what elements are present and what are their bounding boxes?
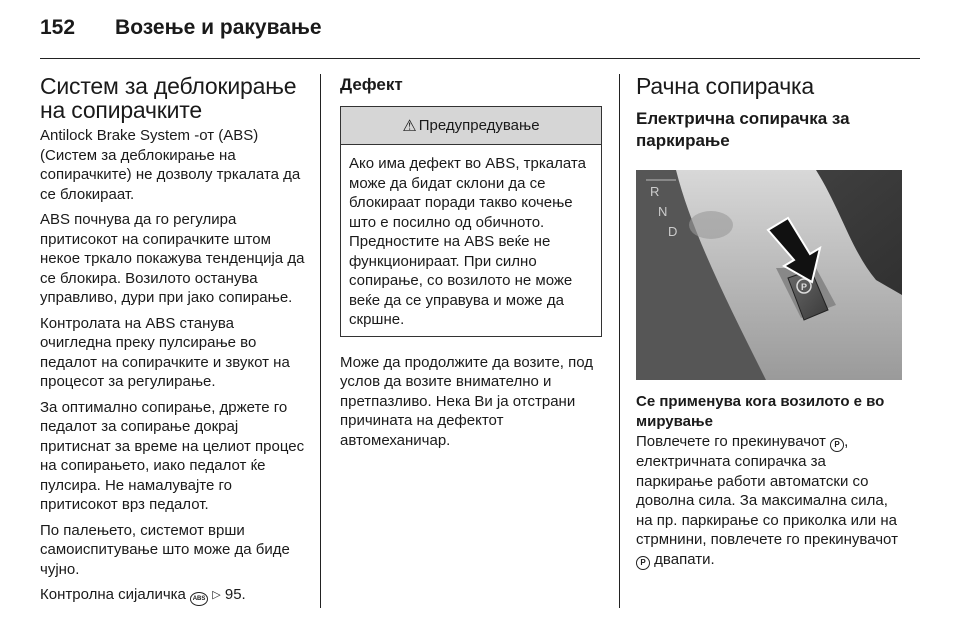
page-number: 152 — [40, 16, 76, 39]
paragraph-text-start: Повлечете го прекинувачот — [636, 433, 826, 450]
page-header-title: Возење и ракување — [115, 16, 322, 39]
column-divider-1 — [320, 74, 321, 608]
warning-header — [341, 107, 601, 145]
parking-brake-figure — [636, 170, 902, 380]
parking-brake-switch-icon: P — [830, 438, 844, 452]
header-divider — [40, 58, 920, 59]
subsection-heading-electric-brake: Електрична сопирачка за паркирање — [636, 109, 850, 150]
heading-line-1: Систем за деблокирање — [40, 73, 297, 99]
paragraph-text-middle: , електричната сопирачка за паркирање работи автоматски со доволна сила. За максимална сила, на пр. паркирање со приколка или на стрмнини, повлечете го прекинувачот — [636, 433, 898, 548]
warning-box — [340, 106, 602, 337]
gear-label-d: D — [668, 224, 678, 239]
page-reference-arrow-icon: ▷ — [212, 589, 221, 601]
gear-label-r: R — [650, 184, 660, 199]
figure-p-label: P — [801, 282, 808, 292]
indicator-text: Контролна сијаличка — [40, 586, 186, 603]
parking-brake-switch-icon-2: P — [636, 556, 650, 570]
section-heading-abs — [40, 74, 308, 122]
warning-body — [341, 145, 601, 336]
parking-brake-illustration — [636, 170, 902, 380]
abs-paragraph-5: По палењето, системот врши самоиспитување што може да биде чујно. — [40, 521, 290, 578]
abs-warning-light-icon: ABS — [190, 592, 208, 606]
abs-paragraph-6 — [40, 585, 308, 606]
warning-title: Предупредување — [418, 117, 540, 134]
heading-line-2: на сопирачките — [40, 97, 202, 123]
abs-paragraph-2: ABS почнува да го регулира притисокот на сопирачките штом некое тркало покажува тенденција да се блокира. Возилото останува управливо, дури при јако сопирање. — [40, 211, 305, 306]
column-parking-brake — [636, 74, 902, 576]
page-header — [40, 16, 322, 46]
section-heading-fault: Дефект — [340, 75, 403, 94]
warning-triangle-icon: ⚠ — [402, 117, 417, 135]
figure-caption: Се применува кога возилото е во мирување — [636, 393, 885, 430]
fault-paragraph: Може да продолжите да возите, под услов да возите внимателно и претпазливо. Нека Ви ја отстрани причината на дефектот автомеханичар. — [340, 353, 594, 449]
warning-text: Ако има дефект во ABS, тркалата може да бидат склони да се блокираат поради такво кочење што е посилно од обичното. Предностите на ABS веќе не функционираат. При силно сопирање, со возилото не може веќе да се управува и може да скршне. — [349, 155, 586, 328]
gear-label-n: N — [658, 204, 668, 219]
abs-paragraph-3: Контролата на ABS станува очигледна преку пулсирање во педалот на сопирачките и звукот на процесот за регулирање. — [40, 314, 290, 390]
section-heading-parking-brake: Рачна сопирачка — [636, 73, 815, 99]
page-reference[interactable]: 95. — [224, 586, 246, 603]
column-divider-2 — [619, 74, 620, 608]
parking-brake-paragraph — [636, 432, 902, 570]
column-fault — [340, 74, 602, 456]
abs-paragraph-4: За оптимално сопирање, држете го педалот за сопирање докрај притиснат за време на целиот процес на сопирањето, иако педалот ќе пулсира. Не намалувајте го притисокот врз педалот. — [40, 398, 305, 513]
column-abs — [40, 74, 308, 612]
paragraph-text-end: двапати. — [654, 550, 715, 568]
abs-paragraph-1: Antilock Brake System -от (ABS) (Систем за деблокирање на сопирачките) не дозволу тркалата да се блокираат. — [40, 127, 301, 203]
